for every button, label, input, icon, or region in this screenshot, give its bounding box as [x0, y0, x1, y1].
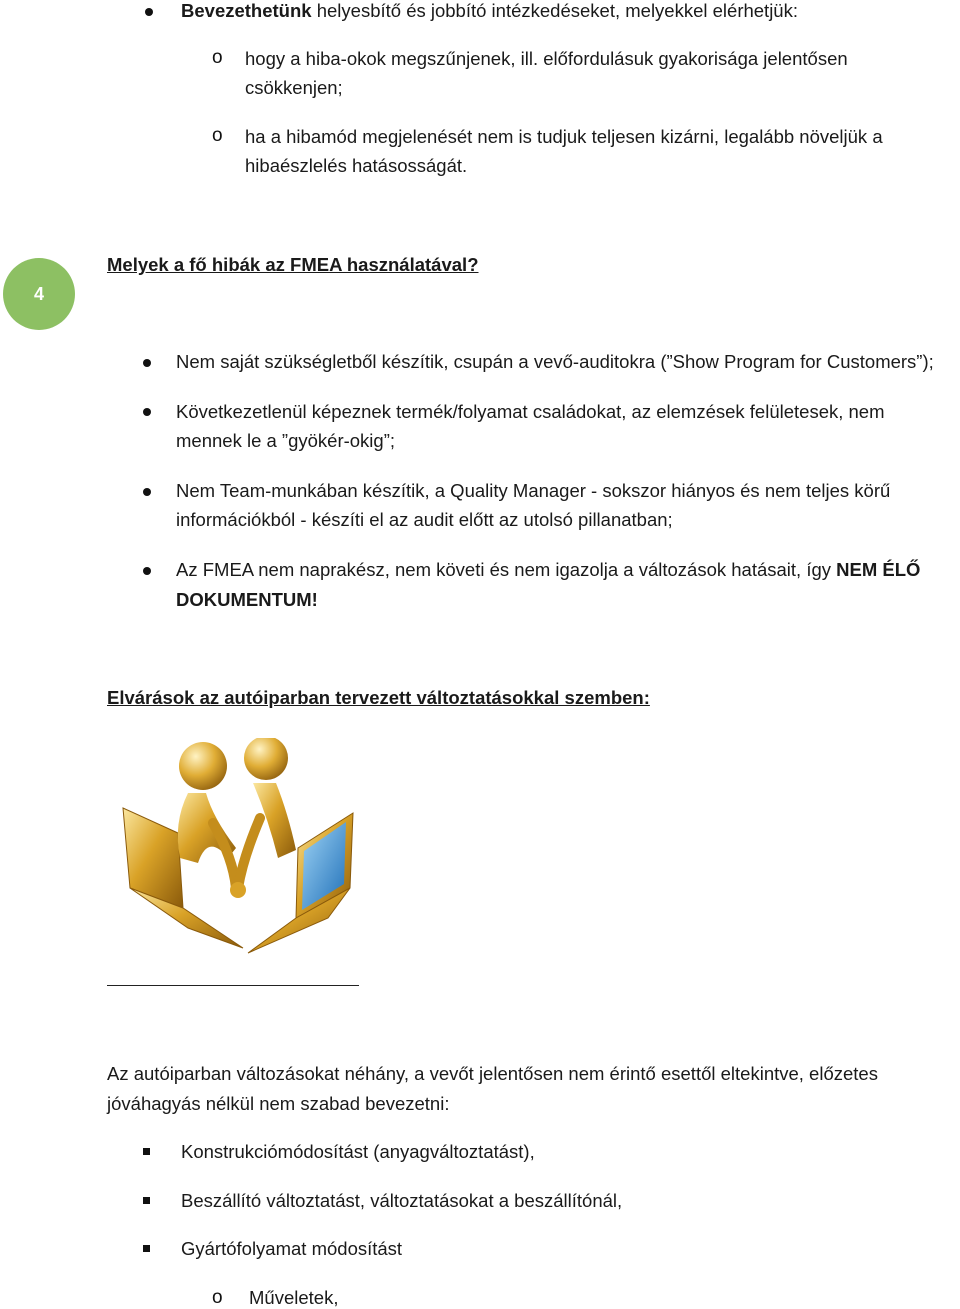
page-number-badge: 4	[3, 258, 75, 330]
item-text: helyesbítő és jobbító intézkedéseket, melyekkel elérhetjük:	[311, 0, 798, 21]
list-item: Gyártófolyamat módosítást	[181, 1238, 403, 1259]
sub-list-item: hogy a hiba-okok megszűnjenek, ill. előfordulásuk gyakorisága jelentősen	[245, 48, 848, 69]
bullet-icon	[143, 567, 151, 575]
paragraph-line: jóváhagyás nélkül nem szabad bevezetni:	[107, 1093, 450, 1114]
sub-list-item-cont: csökkenjen;	[245, 77, 343, 98]
section-heading: Melyek a fő hibák az FMEA használatával?	[107, 254, 479, 275]
bullet-icon	[143, 488, 151, 496]
footnote-separator	[107, 985, 359, 986]
paragraph-line: Az autóiparban változásokat néhány, a vevőt jelentősen nem érintő esettől eltekintve, előzetes	[107, 1063, 878, 1084]
bullet-icon	[143, 408, 151, 416]
square-bullet-icon	[143, 1245, 150, 1252]
square-bullet-icon	[143, 1148, 150, 1155]
handshake-laptops-icon	[118, 738, 360, 963]
list-item: Nem saját szükségletből készítik, csupán a vevő-auditokra (”Show Program for Customers”);	[176, 351, 934, 372]
list-item: Beszállító változtatást, változtatásokat a beszállítónál,	[181, 1190, 623, 1211]
circle-bullet-icon: o	[212, 125, 223, 146]
bold-text: Bevezethetünk	[181, 0, 312, 21]
circle-bullet-icon: o	[212, 1287, 223, 1308]
square-bullet-icon	[143, 1197, 150, 1204]
bold-text: NEM ÉLŐ	[836, 559, 921, 580]
sub-list-item: ha a hibamód megjelenését nem is tudjuk teljesen kizárni, legalább növeljük a	[245, 126, 883, 147]
list-item: Következetlenül képeznek termék/folyamat családokat, az elemzések felületesek, nem	[176, 401, 885, 422]
circle-bullet-icon: o	[212, 47, 223, 68]
list-item: Nem Team-munkában készítik, a Quality Manager - sokszor hiányos és nem teljes körű	[176, 480, 891, 501]
section-heading: Elvárások az autóiparban tervezett változtatásokkal szemben:	[107, 687, 650, 708]
bullet-icon	[143, 359, 151, 367]
list-item-cont: információkból - készíti el az audit előtt az utolsó pillanatban;	[176, 509, 673, 530]
sub-list-item-cont: hibaészlelés hatásosságát.	[245, 155, 468, 176]
list-item-cont: DOKUMENTUM!	[176, 589, 318, 610]
list-item-cont: mennek le a ”gyökér-okig”;	[176, 430, 396, 451]
list-item: Konstrukciómódosítást (anyagváltoztatást),	[181, 1141, 535, 1162]
list-item	[181, 0, 798, 22]
item-text: Az FMEA nem naprakész, nem követi és nem igazolja a változások hatásait, így	[176, 559, 837, 580]
list-item	[176, 559, 920, 581]
sub-list-item: Műveletek,	[249, 1287, 339, 1308]
handshake-illustration	[118, 738, 360, 963]
bullet-icon	[145, 8, 153, 16]
